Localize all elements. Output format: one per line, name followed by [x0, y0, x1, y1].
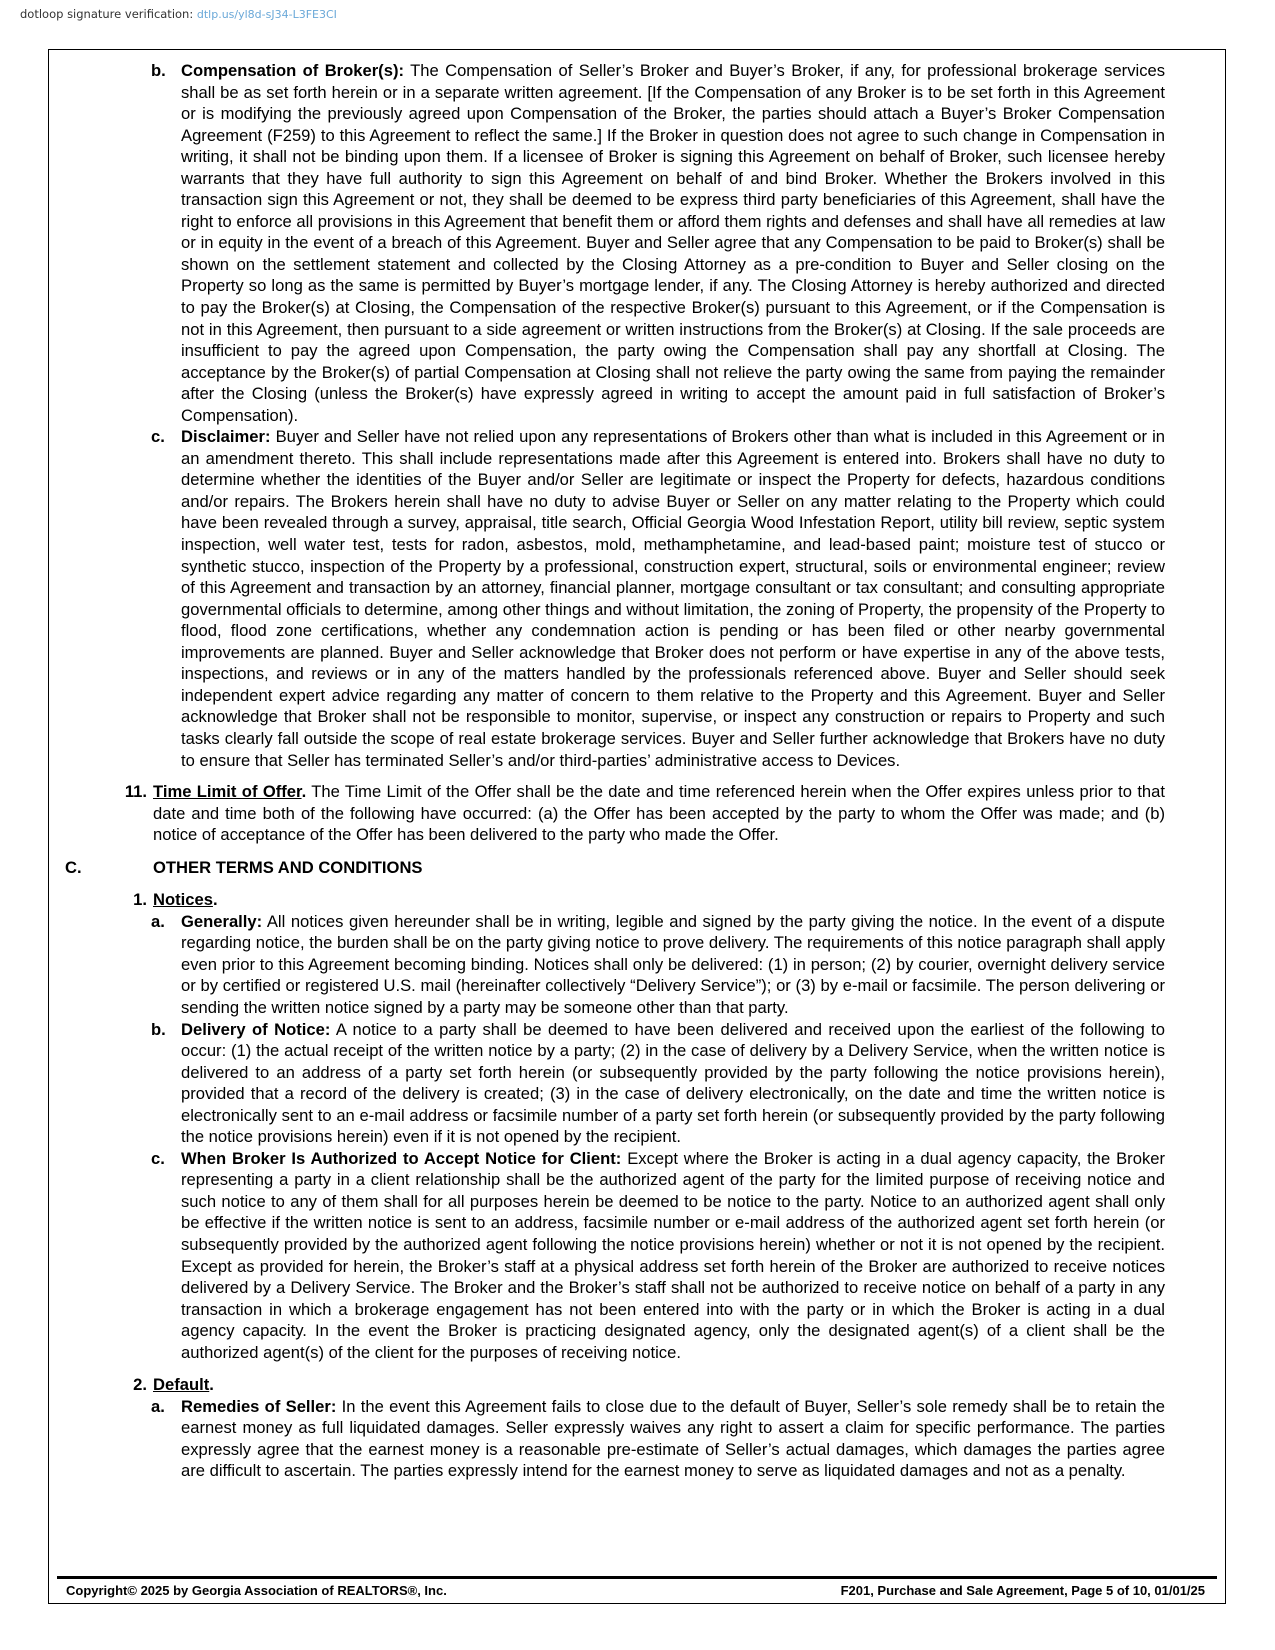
paragraph-heading: Disclaimer:	[181, 427, 271, 447]
section-number: 11.	[124, 782, 147, 802]
section-heading: Default	[153, 1375, 210, 1395]
section-number: 2.	[133, 1375, 147, 1395]
paragraph-b-compensation	[49, 60, 1227, 426]
paragraph-text: All notices given hereunder shall be in writing, legible and signed by the party giving the notice. In the event of a dispute regarding notice, the burden shall be on the party giving notice to prove delivery. The requirements of this notice paragraph shall apply even prior to this Agreement becoming binding. Notices shall only be delivered: (1) in person; (2) by courier, overnight delivery service or by certified or registered U.S. mail (hereinafter collectively “Delivery Service”); or (3) by e-mail or facsimile. The person delivering or sending the written notice signed by a party may be someone other than that party.	[181, 911, 1165, 1017]
paragraph-text: A notice to a party shall be deemed to have been delivered and received upon the earliest of the following to occur: (1) the actual receipt of the written notice by a party; (2) in the case of delivery by a Delivery Service, when the written notice is delivered to an address of a party set forth herein (or subsequently provided by the party following the notice provisions herein), provided that a record of the delivery is created; (3) in the case of delivery electronically, on the date and time the written notice is electronically sent to an e-mail address or facsimile number of a party set forth herein (or subsequently provided by the party following the notice provisions herein) even if it is not opened by the recipient.	[181, 1019, 1165, 1147]
paragraph-heading: When Broker Is Authorized to Accept Notice for Client:	[181, 1148, 622, 1168]
section-c-other-terms	[49, 857, 1227, 879]
paragraph-heading: Remedies of Seller:	[181, 1396, 337, 1416]
verification-link[interactable]: dtlp.us/yl8d-sJ34-L3FE3CI	[196, 8, 337, 21]
paragraph-heading: Delivery of Notice:	[181, 1019, 331, 1039]
paragraph-label: a.	[151, 1396, 165, 1416]
section-number: 1.	[133, 890, 147, 910]
page-footer	[66, 1583, 1205, 1598]
paragraph-c-disclaimer	[49, 426, 1227, 771]
paragraph-text: Except where the Broker is acting in a dual agency capacity, the Broker representing a party in a client relationship shall be the authorized agent of the party for the limited purpose of receiving notice and such notice to any of them shall for all purposes herein be deemed to be notice to the party. Notice to an authorized agent shall only be effective if the written notice is sent to an address, facsimile number or e-mail address of the authorized agent set forth herein (or subsequently provided by the authorized agent following the notice provisions herein) whether or not it is not opened by the recipient. Except as provided for herein, the Broker’s staff at a physical address set forth herein of the Broker are authorized to receive notices delivered by a Delivery Service. The Broker and the Broker’s staff shall not be authorized to receive notice on behalf of a party in any transaction in which a brokerage engagement has not been entered into with the party or in which the Broker is acting in a dual agency capacity. In the event the Broker is practicing designated agency, only the designated agent(s) of a client shall be the authorized agent(s) of the client for the purposes of receiving notice.	[181, 1148, 1165, 1362]
paragraph-label: b.	[151, 61, 166, 80]
paragraph-text: The Compensation of Seller’s Broker and Buyer’s Broker, if any, for professional brokerage services shall be as set forth herein or in a separate written agreement. [If the Compensation of any Broker is to be set forth in this Agreement or is modifying the previously agreed upon Compensation of the Broker, the parties should attach a Buyer’s Broker Compensation Agreement (F259) to this Agreement to reflect the same.] If the Broker in question does not agree to such change in Compensation in writing, it shall not be binding upon them. If a licensee of Broker is signing this Agreement on behalf of Broker, such licensee hereby warrants that they have full authority to sign this Agreement on behalf of and bind Broker. Whether the Brokers involved in this transaction sign this Agreement or not, they shall be deemed to be express third party beneficiaries of this Agreement, shall have the right to enforce all provisions in this Agreement that benefit them or afford them rights and defenses and shall have all remedies at law or in equity in the event of a breach of this Agreement. Buyer and Seller agree that any Compensation to be paid to Broker(s) shall be shown on the settlement statement and collected by the Closing Attorney as a pre-condition to Buyer and Seller closing on the Property so long as the same is permitted by Buyer’s mortgage lender, if any. The Closing Attorney is hereby authorized and directed to pay the Broker(s) at Closing, the Compensation of the respective Broker(s) pursuant to this Agreement, or if the Compensation is not in this Agreement, then pursuant to a side agreement or written instructions from the Broker(s) at Closing. If the sale proceeds are insufficient to pay the agreed upon Compensation, the party owing the Compensation shall pay any shortfall at Closing. The acceptance by the Broker(s) of partial Compensation at Closing shall not relieve the party owing the same from paying the remainder after the Closing (unless the Broker(s) have expressly agreed in writing to accept the amount paid in full satisfaction of Broker’s Compensation).	[181, 61, 1166, 425]
section-text: The Time Limit of the Offer shall be the date and time referenced herein when the Offer expires unless prior to that date and time both of the following have occurred: (a) the Offer has been accepted by the party to whom the Offer was made; and (b) notice of acceptance of the Offer has been delivered to the party who made the Offer.	[153, 782, 1165, 845]
paragraph-notices-broker-authorized	[49, 1148, 1227, 1363]
paragraph-notices-generally	[49, 911, 1227, 1019]
footer-divider	[57, 1576, 1217, 1579]
paragraph-text: Buyer and Seller have not relied upon any representations of Brokers other than what is included in this Agreement or in an amendment thereto. This shall include representations made after this Agreement is entered into. Brokers shall have no duty to determine whether the identities of the Buyer and/or Seller are legitimate or inspect the Property for defects, hazardous conditions and/or repairs. The Brokers herein shall have no duty to advise Buyer or Seller on any matter relating to the Property which could have been revealed through a survey, appraisal, title search, Official Georgia Wood Infestation Report, utility bill review, septic system inspection, well water test, tests for radon, asbestos, mold, methamphetamine, and lead-based paint; moisture test of stucco or synthetic stucco, inspection of the Property by a professional, construction expert, structural, soils or environmental engineer; review of this Agreement and transaction by an attorney, financial planner, mortgage consultant or tax consultant; and consulting appropriate governmental officials to determine, among other things and without limitation, the zoning of Property, the propensity of the Property to flood, flood zone certifications, whether any condemnation action is pending or has been filed or other nearby governmental improvements are planned. Buyer and Seller acknowledge that Broker does not perform or have expertise in any of the above tests, inspections, and reviews or in any of the matters handled by the professionals referenced above. Buyer and Seller should seek independent expert advice regarding any matter of concern to them relative to the Property and this Agreement. Buyer and Seller acknowledge that Broker shall not be responsible to monitor, supervise, or inspect any construction or repairs to Property and such tasks clearly fall outside the scope of real estate brokerage services. Buyer and Seller further acknowledge that Brokers have no duty to ensure that Seller has terminated Seller’s and/or third-parties’ administrative access to Devices.	[181, 427, 1165, 770]
section-11-time-limit: 11. Time Limit of Offer. The Time Limit of the Offer shall be the date and time referenced herein when the Offer expires unless prior to that date and time both of the following have occurred: (a) the Offer has been accepted by the party to whom the Offer was made; and (b) notice of acceptance of the Offer has been delivered to the party who made the Offer.	[49, 781, 1227, 846]
paragraph-label: c.	[151, 1148, 165, 1168]
document-page-frame	[48, 49, 1226, 1604]
footer-copyright: Copyright© 2025 by Georgia Association of REALTORS®, Inc.	[66, 1583, 447, 1598]
paragraph-notices-delivery	[49, 1019, 1227, 1148]
paragraph-text: In the event this Agreement fails to close due to the default of Buyer, Seller’s sole remedy shall be to retain the earnest money as full liquidated damages. Seller expressly waives any right to assert a claim for specific performance. The parties expressly agree that the earnest money is a reasonable pre-estimate of Seller’s actual damages, which damages the parties agree are difficult to ascertain. The parties expressly intend for the earnest money to serve as liquidated damages and not as a penalty.	[181, 1396, 1165, 1481]
paragraph-label: a.	[151, 911, 165, 931]
section-heading: Time Limit of Offer	[153, 782, 302, 802]
footer-form-info: F201, Purchase and Sale Agreement, Page 5 of 10, 01/01/25	[840, 1583, 1205, 1598]
verification-label: dotloop signature verification:	[20, 7, 194, 21]
section-heading: Notices	[153, 890, 213, 910]
section-2-default: 2. Default.	[49, 1374, 1227, 1396]
paragraph-label: b.	[151, 1019, 166, 1039]
section-heading: OTHER TERMS AND CONDITIONS	[153, 857, 423, 877]
document-body	[49, 60, 1227, 1482]
section-1-notices: 1. Notices.	[49, 889, 1227, 911]
paragraph-remedies-of-seller	[49, 1396, 1227, 1482]
paragraph-heading: Compensation of Broker(s):	[181, 61, 404, 80]
signature-verification	[20, 7, 337, 21]
paragraph-label: c.	[151, 427, 165, 447]
paragraph-heading: Generally:	[181, 911, 263, 931]
section-letter: C.	[65, 857, 82, 877]
